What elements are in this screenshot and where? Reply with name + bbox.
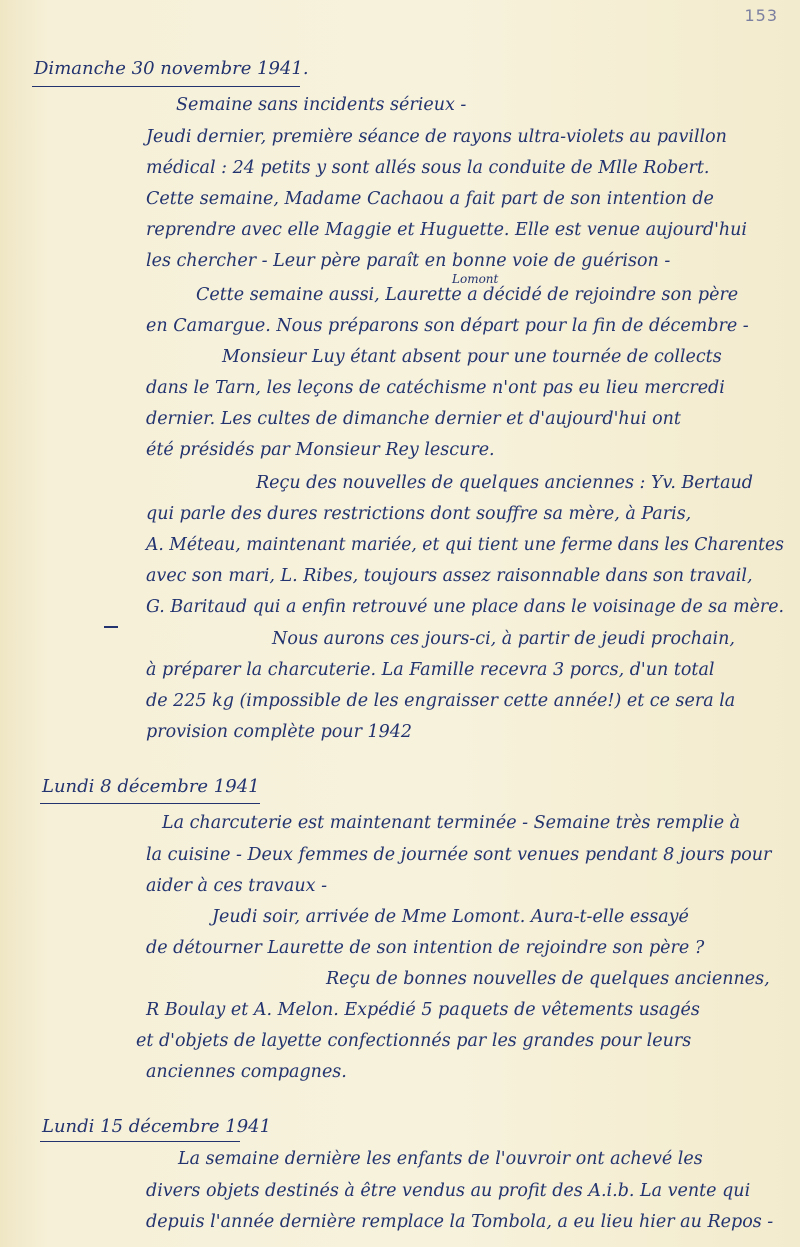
entry-line: les chercher - Leur père paraît en bonne voie de guérison - bbox=[146, 251, 671, 271]
entry-line: Cette semaine, Madame Cachaou a fait part de son intention de bbox=[146, 189, 714, 209]
entry-line: en Camargue. Nous préparons son départ pour la fin de décembre - bbox=[146, 316, 749, 336]
entry-line: La charcuterie est maintenant terminée - Semaine très remplie à bbox=[162, 813, 741, 833]
entry-line: provision complète pour 1942 bbox=[146, 722, 413, 742]
entry-line: qui parle des dures restrictions dont souffre sa mère, à Paris, bbox=[146, 504, 692, 524]
date-underline bbox=[40, 1141, 240, 1142]
entry-line: anciennes compagnes. bbox=[146, 1062, 347, 1082]
entry-line: Semaine sans incidents sérieux - bbox=[176, 95, 467, 115]
entry-line: été présidés par Monsieur Rey lescure. bbox=[146, 440, 495, 460]
entry-date: Lundi 8 décembre 1941 bbox=[42, 776, 260, 797]
entry-line: dernier. Les cultes de dimanche dernier et d'aujourd'hui ont bbox=[146, 409, 681, 429]
interlinear-insertion: Lomont bbox=[452, 272, 499, 286]
entry-line: Jeudi dernier, première séance de rayons ultra-violets au pavillon bbox=[146, 127, 727, 147]
entry-date: Dimanche 30 novembre 1941. bbox=[34, 58, 309, 79]
entry-line: reprendre avec elle Maggie et Huguette. Elle est venue aujourd'hui bbox=[146, 220, 748, 240]
entry-line: dans le Tarn, les leçons de catéchisme n'ont pas eu lieu mercredi bbox=[146, 378, 725, 398]
entry-line: La semaine dernière les enfants de l'ouvroir ont achevé les bbox=[178, 1149, 703, 1169]
entry-line: Monsieur Luy étant absent pour une tournée de collects bbox=[222, 347, 722, 367]
folio-number: 153 bbox=[744, 6, 778, 25]
entry-line: Nous aurons ces jours-ci, à partir de jeudi prochain, bbox=[272, 629, 735, 649]
entry-line: Cette semaine aussi, Laurette a décidé de rejoindre son père bbox=[196, 285, 739, 305]
entry-line: la cuisine - Deux femmes de journée sont venues pendant 8 jours pour bbox=[146, 845, 772, 865]
entry-line: et d'objets de layette confectionnés par les grandes pour leurs bbox=[136, 1031, 692, 1051]
entry-line: de 225 kg (impossible de les engraisser cette année!) et ce sera la bbox=[146, 691, 736, 711]
entry-date: Lundi 15 décembre 1941 bbox=[42, 1116, 272, 1137]
entry-line: depuis l'année dernière remplace la Tombola, a eu lieu hier au Repos - bbox=[146, 1212, 774, 1232]
entry-line: de détourner Laurette de son intention de rejoindre son père ? bbox=[146, 938, 705, 958]
margin-mark bbox=[104, 626, 118, 628]
entry-line: à préparer la charcuterie. La Famille recevra 3 porcs, d'un total bbox=[146, 660, 715, 680]
entry-line: R Boulay et A. Melon. Expédié 5 paquets de vêtements usagés bbox=[146, 1000, 700, 1020]
entry-line: médical : 24 petits y sont allés sous la conduite de Mlle Robert. bbox=[146, 158, 710, 178]
entry-line: G. Baritaud qui a enfin retrouvé une place dans le voisinage de sa mère. bbox=[146, 597, 785, 617]
entry-line: aider à ces travaux - bbox=[146, 876, 327, 896]
entry-line: divers objets destinés à être vendus au profit des A.i.b. La vente qui bbox=[146, 1181, 751, 1201]
entry-line: A. Méteau, maintenant mariée, et qui tient une ferme dans les Charentes bbox=[146, 535, 784, 555]
entry-line: Reçu de bonnes nouvelles de quelques anciennes, bbox=[326, 969, 770, 989]
date-underline bbox=[32, 86, 300, 87]
entry-line: Reçu des nouvelles de quelques anciennes : Yv. Bertaud bbox=[256, 473, 753, 493]
entry-line: avec son mari, L. Ribes, toujours assez raisonnable dans son travail, bbox=[146, 566, 753, 586]
entry-line: Jeudi soir, arrivée de Mme Lomont. Aura-t-elle essayé bbox=[212, 907, 689, 927]
date-underline bbox=[40, 803, 260, 804]
